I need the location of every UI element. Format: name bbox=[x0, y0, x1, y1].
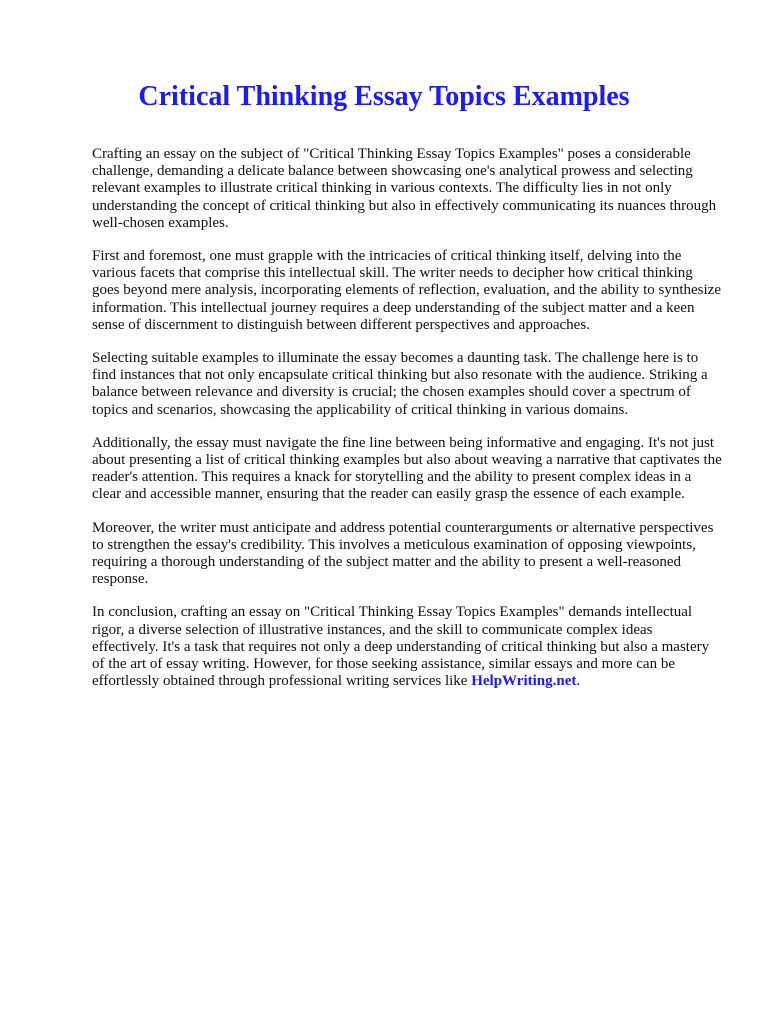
paragraph-2: First and foremost, one must grapple with the intricacies of critical thinking itself, delving into the various facets that comprise this intellectual skill. The writer needs to decipher how critical thinking goes beyond mere analysis, incorporating elements of reflection, evaluation, and the ability to synthesize information. This intellectual journey requires a deep understanding of the subject matter and a keen sense of discernment to distinguish between different perspectives and approaches. bbox=[92, 248, 721, 333]
page-title: Critical Thinking Essay Topics Examples bbox=[138, 81, 630, 112]
conclusion-text: In conclusion, crafting an essay on "Critical Thinking Essay Topics Examples" demands intellectual rigor, a diverse selection of illustrative instances, and the skill to communicate complex ideas effectively. It's a task that requires not only a deep understanding of critical thinking but also a mastery of the art of essay writing. However, for those seeking assistance, similar essays and more can be effortlessly obtained through professional writing services like bbox=[92, 604, 710, 690]
paragraph-5: Moreover, the writer must anticipate and address potential counterarguments or alternative perspectives to strengthen the essay's credibility. This involves a meticulous examination of opposing viewpoints, requiring a thorough understanding of the subject matter and the ability to present a well-reasoned response. bbox=[92, 519, 714, 588]
paragraph-3: Selecting suitable examples to illuminate the essay becomes a daunting task. The challenge here is to find instances that not only encapsulate critical thinking but also resonate with the audience. Striking a balance between relevance and diversity is crucial; the chosen examples should cover a spectrum of topics and scenarios, showcasing the applicability of critical thinking in various domains. bbox=[92, 350, 708, 418]
paragraph-1: Crafting an essay on the subject of "Critical Thinking Essay Topics Examples" poses a considerable challenge, demanding a delicate balance between showcasing one's analytical prowess and selecting relevant examples to illustrate critical thinking in various contexts. The difficulty lies in not only understanding the concept of critical thinking but also in effectively communicating its nuances through well-chosen examples. bbox=[92, 146, 717, 231]
essay-body bbox=[92, 146, 722, 706]
conclusion-trailing: . bbox=[576, 673, 581, 690]
helpwriting-link[interactable]: HelpWriting.net bbox=[471, 673, 577, 690]
conclusion-paragraph bbox=[92, 604, 722, 690]
paragraph-4: Additionally, the essay must navigate the fine line between being informative and engaging. It's not just about presenting a list of critical thinking examples but also about weaving a narrative that captivates the reader's attention. This requires a knack for storytelling and the ability to present complex ideas in a clear and accessible manner, ensuring that the reader can easily grasp the essence of each example. bbox=[92, 434, 722, 503]
